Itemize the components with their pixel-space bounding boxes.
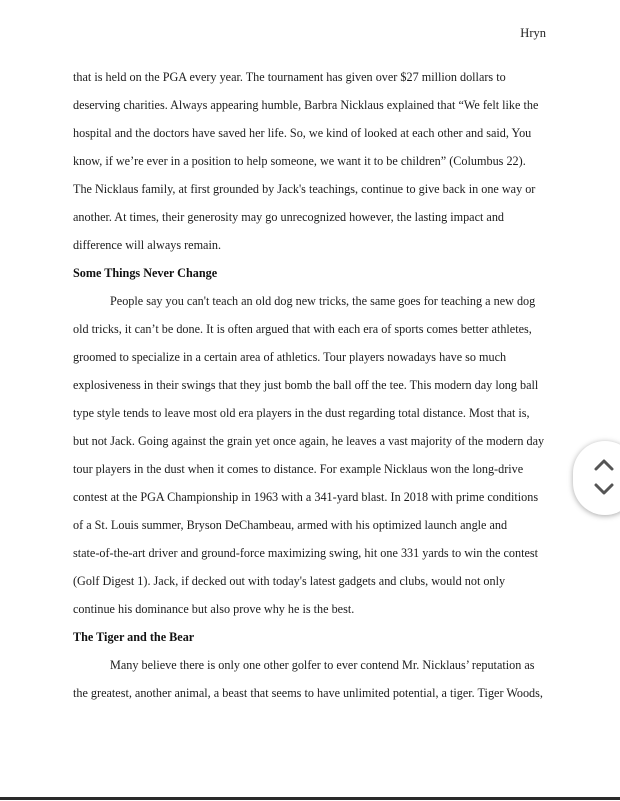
page-header-author: Hryn [520,26,546,40]
body-line: state-of-the-art driver and ground-force maximizing swing, hit one 331 yards to win the contest [73,546,539,560]
section-heading: Some Things Never Change [73,266,218,280]
body-line: contest at the PGA Championship in 1963 with a 341-yard blast. In 2018 with prime conditions [73,490,539,504]
body-line: difference will always remain. [73,238,221,252]
body-line: but not Jack. Going against the grain yet once again, he leaves a vast majority of the modern day [73,434,545,448]
page-navigation-widget [573,441,620,515]
body-line: explosiveness in their swings that they just bomb the ball off the tee. This modern day long ball [73,378,539,392]
body-line: tour players in the dust when it comes to distance. For example Nicklaus won the long-drive [73,462,524,476]
section-heading: The Tiger and the Bear [73,630,195,644]
body-line: deserving charities. Always appearing humble, Barbra Nicklaus explained that “We felt like the [73,98,539,112]
body-line: type style tends to leave most old era players in the dust regarding total distance. Most that is, [73,406,530,420]
body-line: (Golf Digest 1). Jack, if decked out with today's latest gadgets and clubs, would not only [73,574,506,588]
previous-page-button[interactable] [591,455,617,475]
body-line: continue his dominance but also prove why he is the best. [73,602,355,616]
chevron-up-icon [593,458,615,472]
body-line: the greatest, another animal, a beast that seems to have unlimited potential, a tiger. Tiger Woods, [73,686,543,700]
body-line: old tricks, it can’t be done. It is often argued that with each era of sports comes better athletes, [73,322,532,336]
body-line: another. At times, their generosity may go unrecognized however, the lasting impact and [73,210,505,224]
body-line: that is held on the PGA every year. The tournament has given over $27 million dollars to [73,70,506,84]
paragraph-first-line: Many believe there is only one other golfer to ever contend Mr. Nicklaus’ reputation as [110,658,535,672]
chevron-down-icon [593,482,615,496]
paragraph-first-line: People say you can't teach an old dog new tricks, the same goes for teaching a new dog [110,294,536,308]
body-line: The Nicklaus family, at first grounded by Jack's teachings, continue to give back in one way or [73,182,536,196]
body-line: groomed to specialize in a certain area of athletics. Tour players nowadays have so much [73,350,507,364]
next-page-button[interactable] [591,479,617,499]
body-line: of a St. Louis summer, Bryson DeChambeau, armed with his optimized launch angle and [73,518,508,532]
body-line: know, if we’re ever in a position to help someone, we want it to be children” (Columbus 22). [73,154,526,168]
page-bottom-divider [0,797,620,800]
body-line: hospital and the doctors have saved her life. So, we kind of looked at each other and said, You [73,126,532,140]
